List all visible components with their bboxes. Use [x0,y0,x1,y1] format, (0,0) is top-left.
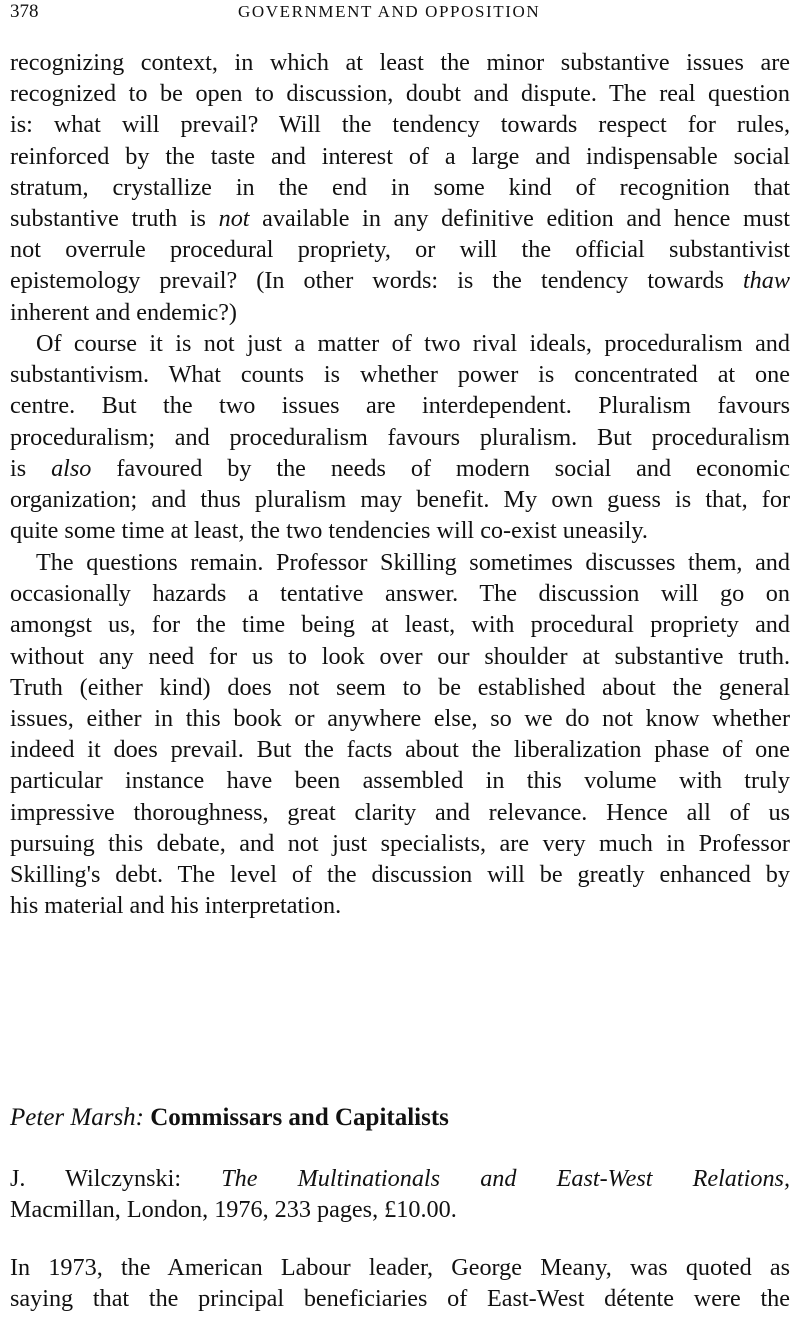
review-title: Commissars and Capitalists [150,1104,449,1131]
paragraph-continuation [10,47,790,328]
text-line: without any need for us to look over our shoulder at substantive truth. [10,642,790,670]
text-line: his material and his interpretation. [10,892,342,920]
text-line: stratum, crystallize in the end in some kind of recognition that [10,173,790,201]
book-author: J. Wilczynski: [10,1165,222,1192]
text-line: proceduralism; and proceduralism favours pluralism. But proceduralism [10,423,790,451]
text-line: recognized to be open to discussion, doubt and dispute. The real question [10,80,790,108]
text-line: occasionally hazards a tentative answer. The discussion will go on [10,580,790,608]
text-line: organization; and thus pluralism may benefit. My own guess is that, for [10,485,790,513]
text-line: amongst us, for the time being at least, with procedural propriety and [10,611,790,639]
text-run: available in any definitive edition and hence must [249,204,790,232]
text-line [10,203,790,234]
text-line: pursuing this debate, and not just specialists, are very much in Professor [10,829,790,857]
paragraph [10,547,790,921]
text-line: saying that the principal beneficiaries of East-West détente were the [10,1285,790,1312]
text-line: is: what will prevail? Will the tendency towards respect for rules, [10,111,790,139]
text-line: centre. But the two issues are interdependent. Pluralism favours [10,392,790,420]
text-line [10,1163,790,1194]
text-line: indeed it does prevail. But the facts about the liberalization phase of one [10,736,790,764]
text-line: impressive thoroughness, great clarity and relevance. Hence all of us [10,798,790,826]
running-title: GOVERNMENT AND OPPOSITION [238,2,541,21]
emphasis: thaw [742,267,790,295]
text-line: issues, either in this book or anywhere else, so we do not know whether [10,704,790,732]
page-number: 378 [10,1,39,22]
paragraph [10,328,790,546]
text-run: favoured by the needs of modern social and economic [91,454,790,482]
reviewer-name: Peter Marsh: [10,1104,144,1131]
text-line: In 1973, the American Labour leader, George Meany, was quoted as [10,1254,790,1281]
text-run: epistemology prevail? (In other words: is the tendency towards [10,267,743,295]
text-line: The questions remain. Professor Skilling sometimes discusses them, and [36,549,790,576]
emphasis: not [218,204,250,232]
text-line: Of course it is not just a matter of two rival ideals, proceduralism and [36,330,790,357]
text-line: inherent and endemic?) [10,298,237,326]
text-line [10,265,790,296]
review-heading [10,1102,449,1134]
emphasis: also [51,454,92,482]
text-line: quite some time at least, the two tendencies will co-exist uneasily. [10,517,648,545]
text-line: not overrule procedural propriety, or will the official substantivist [10,236,790,264]
running-head [10,0,790,24]
text-line [10,453,790,484]
book-title: The Multinationals and East-West Relations, [221,1165,790,1192]
text-line: Skilling's debt. The level of the discussion will be greatly enhanced by [10,860,790,888]
text-line: Truth (either kind) does not seem to be established about the general [10,673,790,701]
text-line: particular instance have been assembled in this volume with truly [10,767,790,795]
text-run: substantive truth is [10,204,219,232]
text-line: reinforced by the taste and interest of a large and indispensable social [10,142,790,170]
book-reference [10,1163,790,1225]
book-publication: Macmillan, London, 1976, 233 pages, £10.00. [10,1196,457,1223]
text-run: is [10,454,52,482]
review-intro-paragraph [10,1252,790,1314]
text-line: recognizing context, in which at least the minor substantive issues are [10,49,790,76]
text-line: substantivism. What counts is whether power is concentrated at one [10,361,790,389]
